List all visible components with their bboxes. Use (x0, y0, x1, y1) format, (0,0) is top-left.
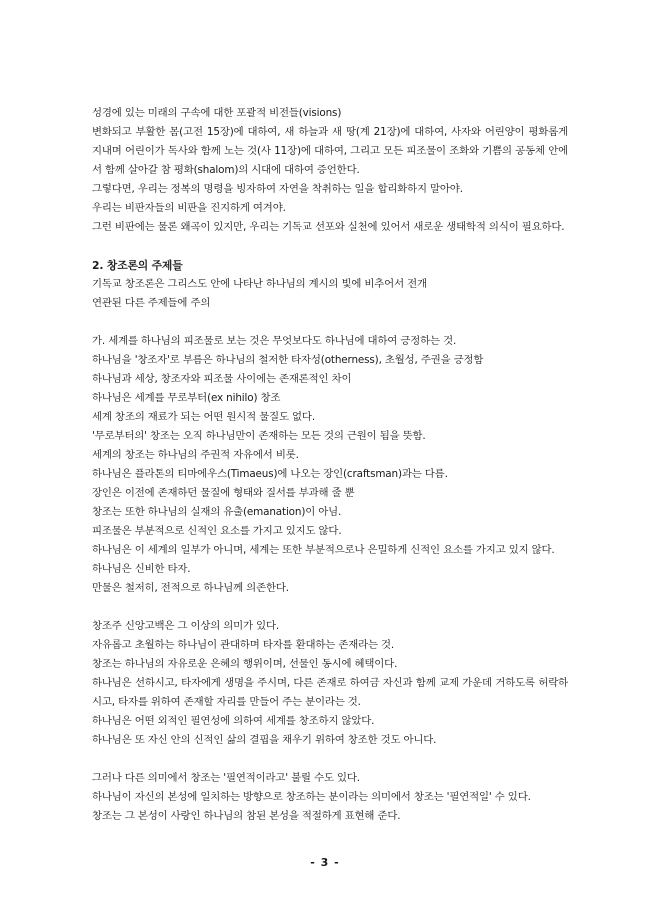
text-paragraph: 하나님이 자신의 본성에 일치하는 방향으로 창조하는 분이라는 의미에서 창조는 '필연적일' 수 있다. (92, 791, 531, 803)
text-line: 창조는 그 본성이 사랑인 하나님의 참된 본성을 적절하게 표현해 준다. (92, 810, 401, 822)
text-line: 우리는 비판자들의 비판을 진지하게 여겨야. (92, 202, 286, 214)
text-line: 만물은 철저히, 전적으로 하나님께 의존한다. (92, 582, 289, 594)
text-line: 자유롭고 초월하는 하나님이 관대하며 타자를 환대하는 존재라는 것. (92, 639, 395, 651)
document-body (92, 104, 568, 826)
text-line: 장인은 이전에 존재하던 물질에 형태와 질서를 부과해 줄 뿐 (92, 487, 355, 499)
text-paragraph: 변화되고 부활한 몸(고전 15장)에 대하여, 새 하늘과 새 땅(계 21장)에 대하여, 사자와 어린양이 평화롭게 지내며 어린이가 독사와 함께 노는 것(사 11장)에 대하여, 그리고 모든 피조물이 조화와 기쁨의 공동체 안에서 함께 살아갈 참 평화(shalom)의 시대에 대하여 증언한다. (92, 126, 568, 176)
text-line: 창조는 하나님의 자유로운 은혜의 행위이며, 선물인 동시에 혜택이다. (92, 658, 398, 670)
text-line: 그렇다면, 우리는 정복의 명령을 빙자하여 자연을 착취하는 일을 합리화하지 말아야. (92, 183, 463, 195)
paragraph-gap (92, 750, 568, 769)
page-number: - 3 - (310, 856, 340, 869)
text-line: 하나님은 어떤 외적인 필연성에 의하여 세계를 창조하지 않았다. (92, 715, 375, 727)
paragraph-gap (92, 313, 568, 332)
text-line: 가. 세계를 하나님의 피조물로 보는 것은 무엇보다도 하나님에 대하여 긍정하는 것. (92, 335, 457, 347)
text-line: 기독교 창조론은 그리스도 안에 나타난 하나님의 계시의 빛에 비추어서 전개 (92, 278, 427, 290)
text-line: 피조물은 부분적으로 신적인 요소를 가지고 있지도 않다. (92, 525, 342, 537)
text-line: 창조주 신앙고백은 그 이상의 의미가 있다. (92, 620, 280, 632)
text-line: 하나님은 신비한 타자. (92, 563, 191, 575)
text-line: 창조는 또한 하나님의 실재의 유출(emanation)이 아님. (92, 506, 342, 518)
text-line: 하나님과 세상, 창조자와 피조물 사이에는 존재론적인 차이 (92, 373, 352, 385)
text-line: 하나님은 플라톤의 티마에우스(Timaeus)에 나오는 장인(craftsman)과는 다름. (92, 468, 448, 480)
text-line: '무로부터의' 창조는 오직 하나님만이 존재하는 모든 것의 근원이 됨을 뜻함. (92, 430, 426, 442)
text-paragraph: 하나님은 선하시고, 타자에게 생명을 주시며, 다른 존재로 하여금 자신과 함께 교제 가운데 거하도록 허락하시고, 타자를 위하여 존재할 자리를 만들어 주는 분이라는 것. (92, 677, 568, 708)
text-line: 성경에 있는 미래의 구속에 대한 포괄적 비전들(visions) (92, 107, 342, 119)
text-line: 하나님은 또 자신 안의 신적인 삶의 결핍을 채우기 위하여 창조한 것도 아니다. (92, 734, 437, 746)
text-line: 하나님을 '창조자'로 부름은 하나님의 철저한 타자성(otherness), 초월성, 주권을 긍정함 (92, 354, 484, 366)
paragraph-gap (92, 598, 568, 617)
text-line: 하나님은 세계를 무로부터(ex nihilo) 창조 (92, 392, 281, 404)
text-line: 그러나 다른 의미에서 창조는 '필연적이라고' 불릴 수도 있다. (92, 772, 360, 784)
text-line: 세계 창조의 재료가 되는 어떤 원시적 물질도 없다. (92, 411, 315, 423)
text-line: 연관된 다른 주제들에 주의 (92, 297, 211, 309)
text-paragraph: 하나님은 이 세계의 일부가 아니며, 세계는 또한 부분적으로나 은밀하게 신적인 요소를 가지고 있지 않다. (92, 544, 555, 556)
text-line: 세계의 창조는 하나님의 주권적 자유에서 비롯. (92, 449, 299, 461)
section-heading: 2. 창조론의 주제들 (92, 259, 183, 272)
text-paragraph: 그런 비판에는 물론 왜곡이 있지만, 우리는 기독교 선포와 실천에 있어서 새로운 생태학적 의식이 필요하다. (92, 221, 565, 233)
paragraph-gap (92, 237, 568, 256)
